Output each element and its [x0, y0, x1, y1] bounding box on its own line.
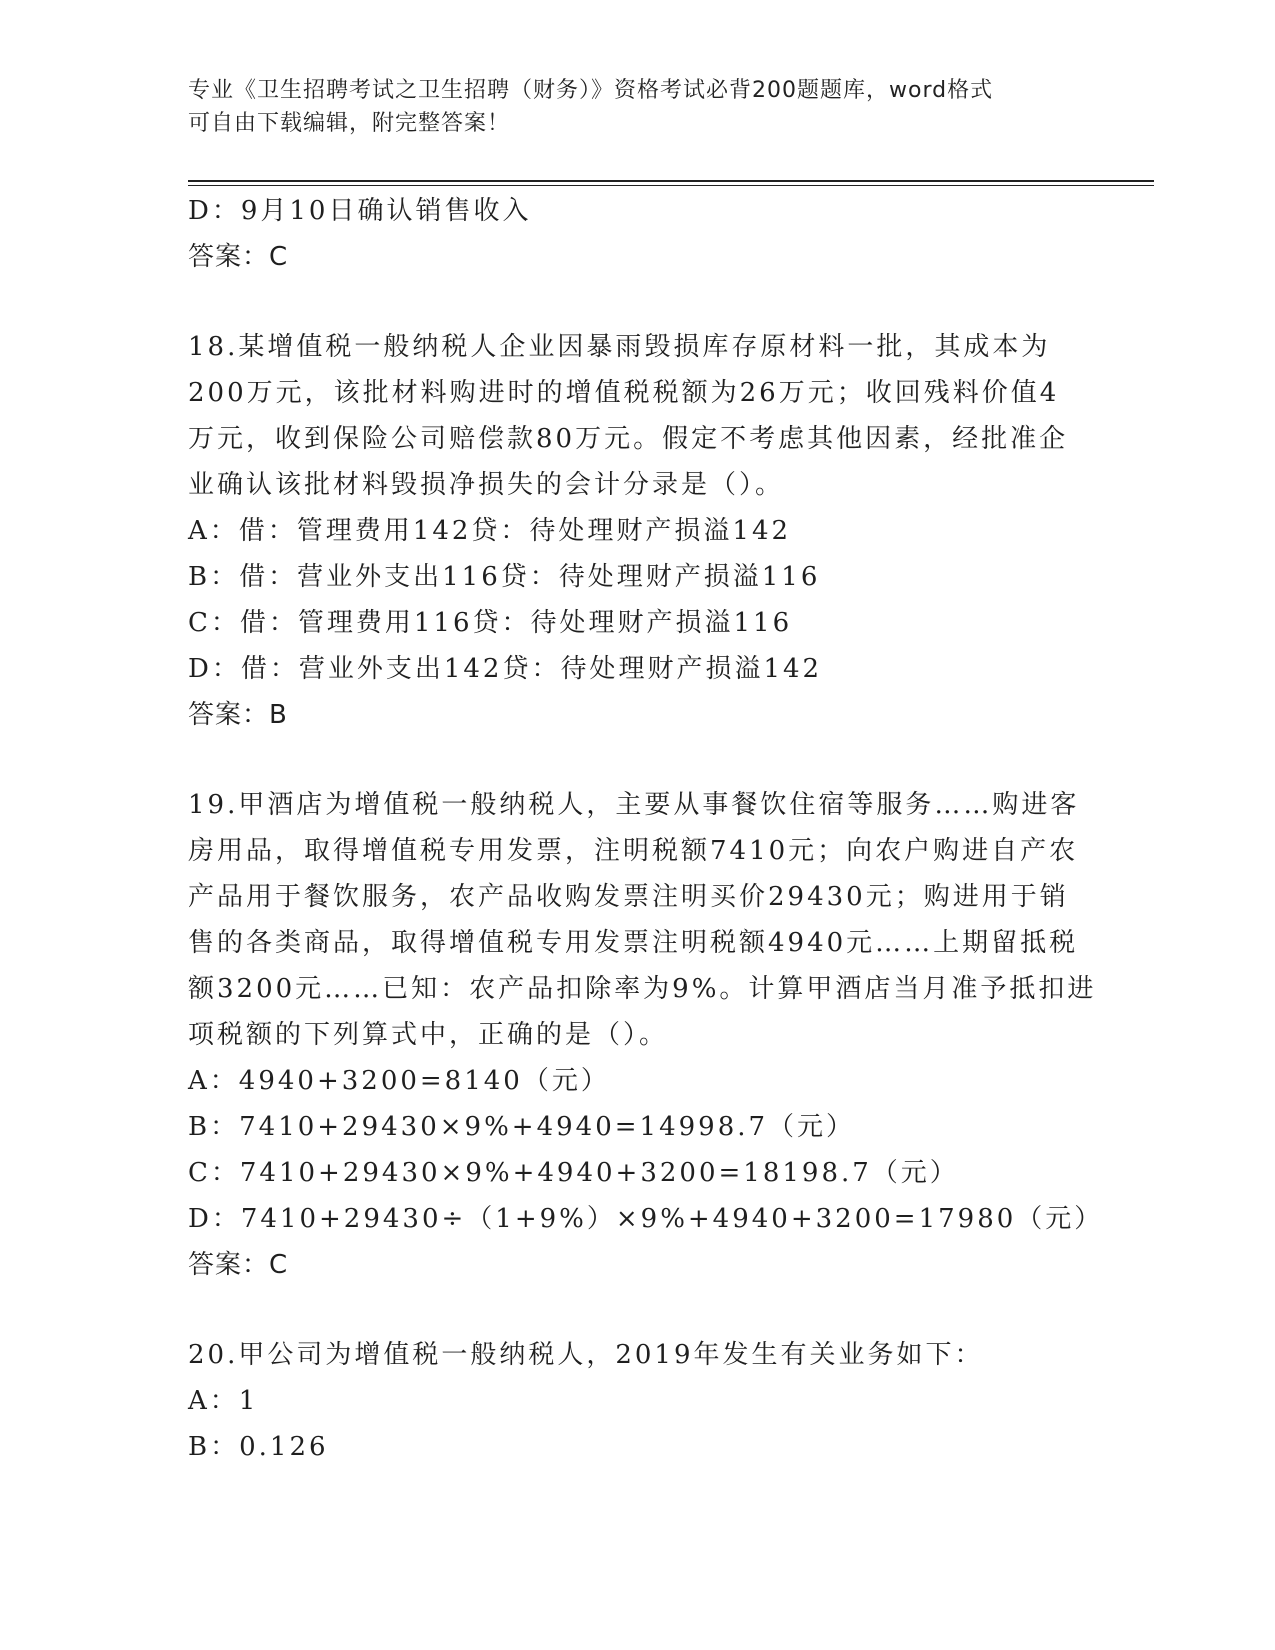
question-19-stem-line: 额3200元……已知：农产品扣除率为9%。计算甲酒店当月准予抵扣进	[188, 974, 1097, 1004]
question-18-option-d: D：借：营业外支出142贷：待处理财产损溢142	[188, 654, 823, 684]
document-body	[188, 188, 1104, 1470]
question-20	[188, 1332, 1088, 1470]
question-19-stem-line: 售的各类商品，取得增值税专用发票注明税额4940元……上期留抵税	[188, 928, 1079, 958]
question-20-stem-line: 20.甲公司为增值税一般纳税人，2019年发生有关业务如下：	[188, 1340, 984, 1370]
header-title-line-2: 可自由下载编辑，附完整答案！	[188, 111, 511, 136]
header-title-line-1: 专业《卫生招聘考试之卫生招聘（财务）》资格考试必背200题题库，word格式	[188, 78, 994, 103]
question-20-option-a: A：1	[188, 1386, 259, 1416]
question-19-stem-line: 产品用于餐饮服务，农产品收购发票注明买价29430元；购进用于销	[188, 882, 1069, 912]
question-18-option-b: B：借：营业外支出116贷：待处理财产损溢116	[188, 562, 821, 592]
header-divider-thin	[188, 185, 1154, 186]
document-header	[188, 74, 1088, 140]
question-19-option-b: B：7410+29430×9%+4940=14998.7（元）	[188, 1112, 856, 1142]
spacer	[188, 738, 1088, 782]
question-19-stem-line: 房用品，取得增值税专用发票，注明税额7410元；向农户购进自产农	[188, 836, 1079, 866]
question-19-option-a: A：4940+3200=8140（元）	[188, 1066, 610, 1096]
header-divider-thick	[188, 180, 1154, 182]
question-17-option-d: D：9月10日确认销售收入	[188, 196, 532, 226]
question-18-stem-line: 200万元，该批材料购进时的增值税税额为26万元；收回残料价值4	[188, 378, 1060, 408]
question-18-option-c: C：借：管理费用116贷：待处理财产损溢116	[188, 608, 793, 638]
question-18-stem-line: 万元，收到保险公司赔偿款80万元。假定不考虑其他因素，经批准企	[188, 424, 1069, 454]
question-19-option-c: C：7410+29430×9%+4940+3200=18198.7（元）	[188, 1158, 959, 1188]
question-17-answer: 答案：C	[188, 242, 289, 272]
question-19-answer: 答案：C	[188, 1250, 289, 1280]
question-20-option-b: B：0.126	[188, 1432, 329, 1462]
question-19-stem-line: 19.甲酒店为增值税一般纳税人，主要从事餐饮住宿等服务……购进客	[188, 790, 1080, 820]
question-18-answer: 答案：B	[188, 700, 288, 730]
question-19-option-d: D：7410+29430÷（1+9%）×9%+4940+3200=17980（元）	[188, 1204, 1104, 1234]
question-19	[188, 782, 1104, 1288]
question-18	[188, 324, 1088, 738]
question-18-option-a: A：借：管理费用142贷：待处理财产损溢142	[188, 516, 792, 546]
question-18-stem-line: 业确认该批材料毁损净损失的会计分录是（）。	[188, 470, 785, 500]
spacer	[188, 1288, 1088, 1332]
question-19-stem-line: 项税额的下列算式中，正确的是（）。	[188, 1020, 669, 1050]
question-18-stem-line: 18.某增值税一般纳税人企业因暴雨毁损库存原材料一批，其成本为	[188, 332, 1051, 362]
question-17-tail	[188, 188, 1088, 280]
spacer	[188, 280, 1088, 324]
